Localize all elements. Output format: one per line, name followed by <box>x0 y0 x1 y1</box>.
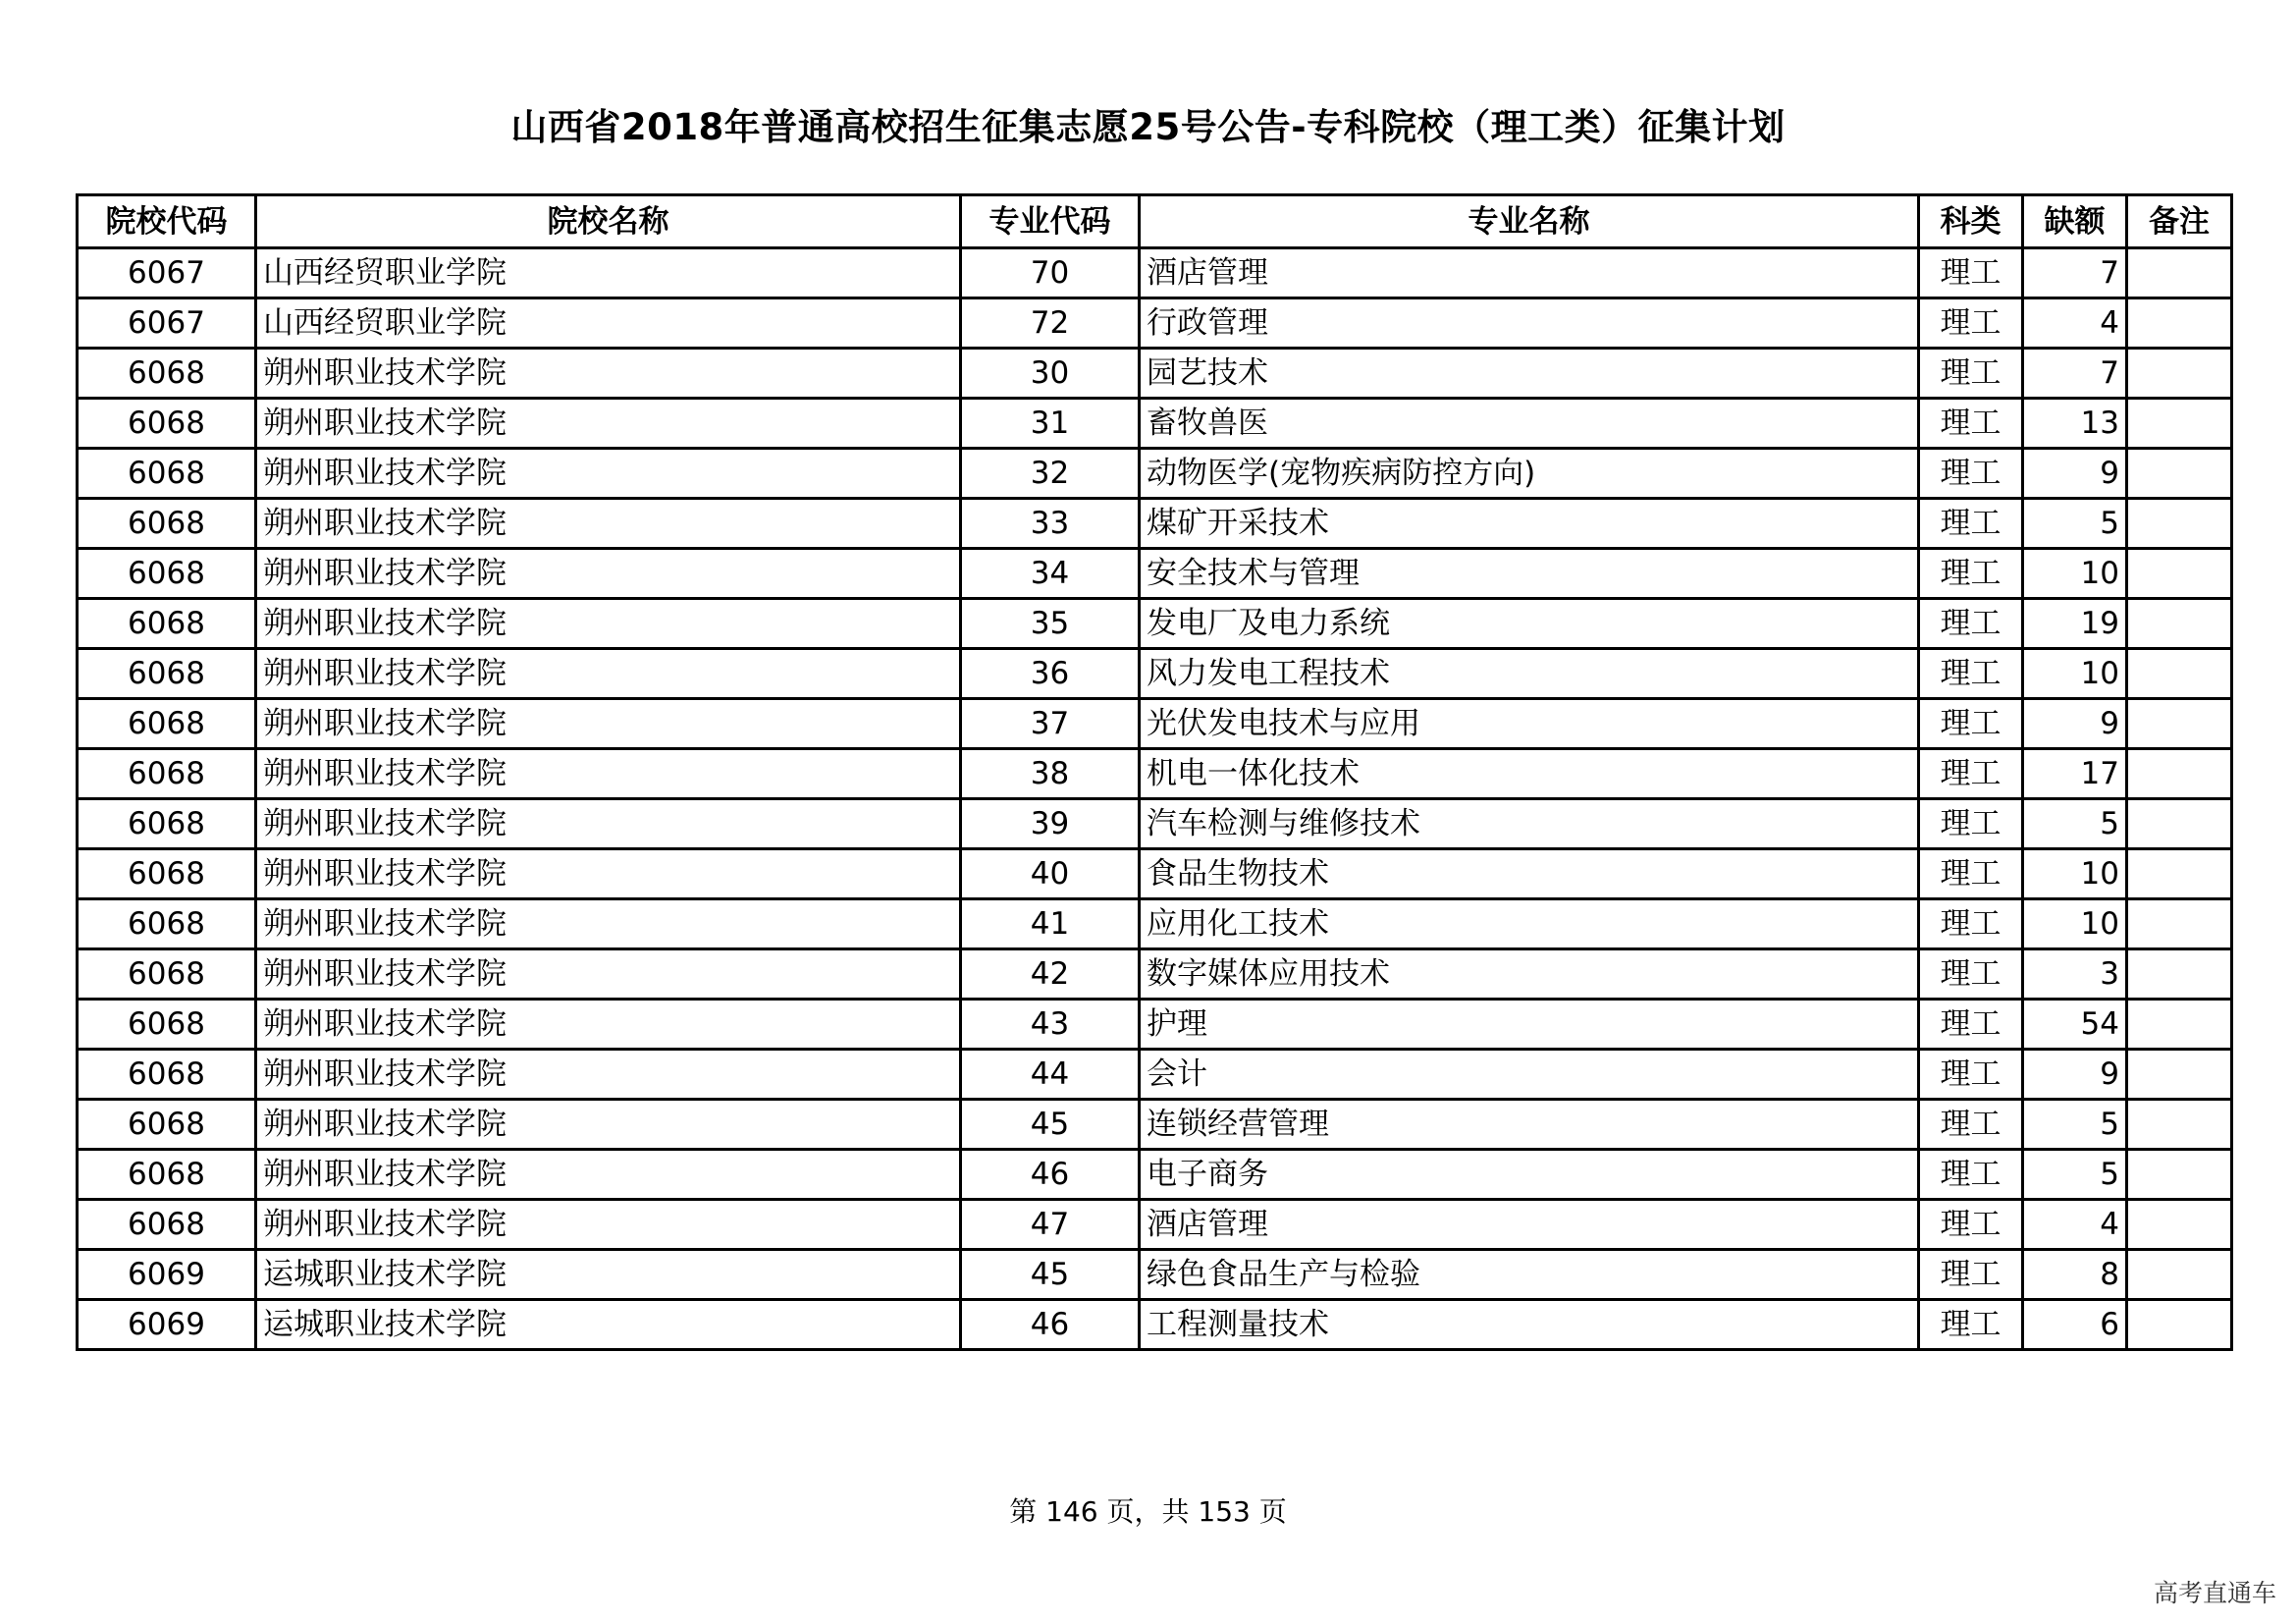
table-row <box>78 599 2232 649</box>
cell-school-code: 6068 <box>78 649 256 699</box>
cell-major-code: 45 <box>961 1100 1140 1150</box>
cell-school-code: 6068 <box>78 1000 256 1050</box>
table-row <box>78 1300 2232 1350</box>
header-note: 备注 <box>2127 195 2232 248</box>
cell-quota: 7 <box>2023 248 2127 298</box>
cell-note <box>2127 899 2232 949</box>
cell-major-name: 酒店管理 <box>1140 1200 1919 1250</box>
table-row <box>78 899 2232 949</box>
cell-major-code: 47 <box>961 1200 1140 1250</box>
cell-major-name: 数字媒体应用技术 <box>1140 949 1919 1000</box>
cell-major-name: 行政管理 <box>1140 298 1919 349</box>
cell-quota: 13 <box>2023 399 2127 449</box>
cell-school-code: 6069 <box>78 1250 256 1300</box>
header-major-name: 专业名称 <box>1140 195 1919 248</box>
cell-quota: 4 <box>2023 298 2127 349</box>
cell-note <box>2127 699 2232 749</box>
cell-quota: 9 <box>2023 1050 2127 1100</box>
table-row <box>78 1050 2232 1100</box>
cell-major-code: 30 <box>961 349 1140 399</box>
cell-note <box>2127 1300 2232 1350</box>
cell-school-name: 运城职业技术学院 <box>256 1250 961 1300</box>
cell-school-code: 6068 <box>78 849 256 899</box>
cell-school-name: 山西经贸职业学院 <box>256 298 961 349</box>
cell-quota: 10 <box>2023 849 2127 899</box>
cell-school-code: 6068 <box>78 499 256 549</box>
cell-category: 理工 <box>1919 298 2023 349</box>
cell-quota: 3 <box>2023 949 2127 1000</box>
cell-major-name: 食品生物技术 <box>1140 849 1919 899</box>
cell-major-name: 动物医学(宠物疾病防控方向) <box>1140 449 1919 499</box>
cell-school-name: 朔州职业技术学院 <box>256 349 961 399</box>
cell-note <box>2127 749 2232 799</box>
cell-major-code: 35 <box>961 599 1140 649</box>
cell-major-name: 园艺技术 <box>1140 349 1919 399</box>
table-row <box>78 298 2232 349</box>
cell-school-name: 朔州职业技术学院 <box>256 649 961 699</box>
cell-major-name: 汽车检测与维修技术 <box>1140 799 1919 849</box>
cell-category: 理工 <box>1919 1250 2023 1300</box>
cell-school-code: 6068 <box>78 549 256 599</box>
cell-school-code: 6068 <box>78 1050 256 1100</box>
cell-note <box>2127 1150 2232 1200</box>
cell-school-name: 朔州职业技术学院 <box>256 949 961 1000</box>
cell-major-code: 45 <box>961 1250 1140 1300</box>
cell-school-name: 朔州职业技术学院 <box>256 1000 961 1050</box>
cell-school-name: 朔州职业技术学院 <box>256 449 961 499</box>
cell-major-code: 42 <box>961 949 1140 1000</box>
cell-note <box>2127 449 2232 499</box>
cell-school-name: 朔州职业技术学院 <box>256 699 961 749</box>
table-header-row <box>78 195 2232 248</box>
cell-major-name: 风力发电工程技术 <box>1140 649 1919 699</box>
cell-major-name: 会计 <box>1140 1050 1919 1100</box>
cell-school-code: 6068 <box>78 399 256 449</box>
enrollment-plan-table <box>76 193 2233 1351</box>
cell-category: 理工 <box>1919 399 2023 449</box>
cell-major-name: 机电一体化技术 <box>1140 749 1919 799</box>
cell-category: 理工 <box>1919 699 2023 749</box>
cell-major-name: 绿色食品生产与检验 <box>1140 1250 1919 1300</box>
cell-category: 理工 <box>1919 949 2023 1000</box>
cell-major-code: 33 <box>961 499 1140 549</box>
cell-quota: 54 <box>2023 1000 2127 1050</box>
table-row <box>78 1100 2232 1150</box>
cell-note <box>2127 549 2232 599</box>
cell-major-code: 70 <box>961 248 1140 298</box>
cell-category: 理工 <box>1919 599 2023 649</box>
cell-major-code: 40 <box>961 849 1140 899</box>
cell-category: 理工 <box>1919 549 2023 599</box>
cell-major-code: 38 <box>961 749 1140 799</box>
cell-category: 理工 <box>1919 499 2023 549</box>
cell-major-name: 连锁经营管理 <box>1140 1100 1919 1150</box>
cell-school-name: 山西经贸职业学院 <box>256 248 961 298</box>
cell-major-code: 44 <box>961 1050 1140 1100</box>
cell-category: 理工 <box>1919 849 2023 899</box>
table-row <box>78 649 2232 699</box>
cell-note <box>2127 499 2232 549</box>
cell-note <box>2127 399 2232 449</box>
cell-note <box>2127 248 2232 298</box>
cell-note <box>2127 1100 2232 1150</box>
page-title: 山西省2018年普通高校招生征集志愿25号公告-专科院校（理工类）征集计划 <box>510 106 1786 148</box>
cell-quota: 9 <box>2023 449 2127 499</box>
cell-school-code: 6069 <box>78 1300 256 1350</box>
cell-quota: 10 <box>2023 899 2127 949</box>
cell-school-code: 6068 <box>78 349 256 399</box>
cell-note <box>2127 1000 2232 1050</box>
cell-quota: 4 <box>2023 1200 2127 1250</box>
cell-school-code: 6068 <box>78 699 256 749</box>
cell-school-code: 6068 <box>78 599 256 649</box>
cell-category: 理工 <box>1919 1300 2023 1350</box>
cell-major-code: 39 <box>961 799 1140 849</box>
table-row <box>78 399 2232 449</box>
cell-school-code: 6068 <box>78 449 256 499</box>
cell-school-name: 朔州职业技术学院 <box>256 399 961 449</box>
page-footer: 第 146 页，共 153 页 <box>1009 1495 1287 1528</box>
header-major-code: 专业代码 <box>961 195 1140 248</box>
cell-category: 理工 <box>1919 1050 2023 1100</box>
cell-note <box>2127 599 2232 649</box>
cell-major-code: 31 <box>961 399 1140 449</box>
cell-major-code: 32 <box>961 449 1140 499</box>
cell-quota: 6 <box>2023 1300 2127 1350</box>
cell-school-name: 朔州职业技术学院 <box>256 1200 961 1250</box>
cell-major-name: 酒店管理 <box>1140 248 1919 298</box>
cell-quota: 10 <box>2023 649 2127 699</box>
cell-major-name: 煤矿开采技术 <box>1140 499 1919 549</box>
cell-school-name: 朔州职业技术学院 <box>256 599 961 649</box>
cell-major-code: 43 <box>961 1000 1140 1050</box>
table-row <box>78 949 2232 1000</box>
table-row <box>78 549 2232 599</box>
cell-category: 理工 <box>1919 449 2023 499</box>
cell-school-name: 朔州职业技术学院 <box>256 849 961 899</box>
cell-major-name: 畜牧兽医 <box>1140 399 1919 449</box>
table-row <box>78 699 2232 749</box>
cell-quota: 5 <box>2023 1150 2127 1200</box>
cell-major-code: 37 <box>961 699 1140 749</box>
cell-note <box>2127 1050 2232 1100</box>
cell-school-code: 6067 <box>78 298 256 349</box>
cell-quota: 8 <box>2023 1250 2127 1300</box>
cell-note <box>2127 1200 2232 1250</box>
cell-quota: 19 <box>2023 599 2127 649</box>
cell-quota: 10 <box>2023 549 2127 599</box>
table-row <box>78 849 2232 899</box>
cell-quota: 5 <box>2023 1100 2127 1150</box>
cell-major-code: 34 <box>961 549 1140 599</box>
cell-note <box>2127 849 2232 899</box>
cell-major-code: 41 <box>961 899 1140 949</box>
header-category: 科类 <box>1919 195 2023 248</box>
cell-school-name: 朔州职业技术学院 <box>256 1050 961 1100</box>
cell-major-name: 光伏发电技术与应用 <box>1140 699 1919 749</box>
cell-category: 理工 <box>1919 649 2023 699</box>
table-row <box>78 1200 2232 1250</box>
cell-quota: 7 <box>2023 349 2127 399</box>
table-row <box>78 499 2232 549</box>
cell-major-code: 72 <box>961 298 1140 349</box>
cell-major-name: 安全技术与管理 <box>1140 549 1919 599</box>
cell-note <box>2127 349 2232 399</box>
cell-school-name: 朔州职业技术学院 <box>256 1150 961 1200</box>
table-row <box>78 1150 2232 1200</box>
cell-category: 理工 <box>1919 1200 2023 1250</box>
cell-school-code: 6068 <box>78 1150 256 1200</box>
cell-note <box>2127 649 2232 699</box>
cell-quota: 5 <box>2023 799 2127 849</box>
cell-quota: 17 <box>2023 749 2127 799</box>
cell-school-name: 朔州职业技术学院 <box>256 749 961 799</box>
table-row <box>78 749 2232 799</box>
cell-school-code: 6068 <box>78 1100 256 1150</box>
cell-school-code: 6068 <box>78 949 256 1000</box>
cell-note <box>2127 298 2232 349</box>
table-row <box>78 799 2232 849</box>
table-row <box>78 1250 2232 1300</box>
cell-school-name: 朔州职业技术学院 <box>256 799 961 849</box>
cell-major-name: 应用化工技术 <box>1140 899 1919 949</box>
cell-school-code: 6068 <box>78 799 256 849</box>
header-quota: 缺额 <box>2023 195 2127 248</box>
cell-note <box>2127 949 2232 1000</box>
cell-major-code: 46 <box>961 1150 1140 1200</box>
cell-school-code: 6068 <box>78 899 256 949</box>
cell-school-name: 朔州职业技术学院 <box>256 899 961 949</box>
header-school-name: 院校名称 <box>256 195 961 248</box>
table-body <box>78 248 2232 1350</box>
cell-category: 理工 <box>1919 749 2023 799</box>
cell-category: 理工 <box>1919 349 2023 399</box>
cell-school-name: 朔州职业技术学院 <box>256 499 961 549</box>
cell-major-name: 发电厂及电力系统 <box>1140 599 1919 649</box>
table-row <box>78 449 2232 499</box>
watermark: 高考直通车 <box>2153 1579 2276 1607</box>
table-row <box>78 248 2232 298</box>
cell-school-code: 6067 <box>78 248 256 298</box>
cell-note <box>2127 799 2232 849</box>
cell-school-name: 朔州职业技术学院 <box>256 1100 961 1150</box>
cell-note <box>2127 1250 2232 1300</box>
cell-major-name: 工程测量技术 <box>1140 1300 1919 1350</box>
cell-school-name: 运城职业技术学院 <box>256 1300 961 1350</box>
cell-category: 理工 <box>1919 899 2023 949</box>
cell-quota: 9 <box>2023 699 2127 749</box>
cell-school-code: 6068 <box>78 749 256 799</box>
cell-quota: 5 <box>2023 499 2127 549</box>
cell-major-name: 电子商务 <box>1140 1150 1919 1200</box>
cell-major-code: 36 <box>961 649 1140 699</box>
cell-category: 理工 <box>1919 1100 2023 1150</box>
table-row <box>78 1000 2232 1050</box>
header-school-code: 院校代码 <box>78 195 256 248</box>
cell-category: 理工 <box>1919 799 2023 849</box>
cell-category: 理工 <box>1919 1150 2023 1200</box>
table-row <box>78 349 2232 399</box>
cell-category: 理工 <box>1919 1000 2023 1050</box>
cell-school-name: 朔州职业技术学院 <box>256 549 961 599</box>
cell-category: 理工 <box>1919 248 2023 298</box>
cell-major-code: 46 <box>961 1300 1140 1350</box>
cell-major-name: 护理 <box>1140 1000 1919 1050</box>
cell-school-code: 6068 <box>78 1200 256 1250</box>
